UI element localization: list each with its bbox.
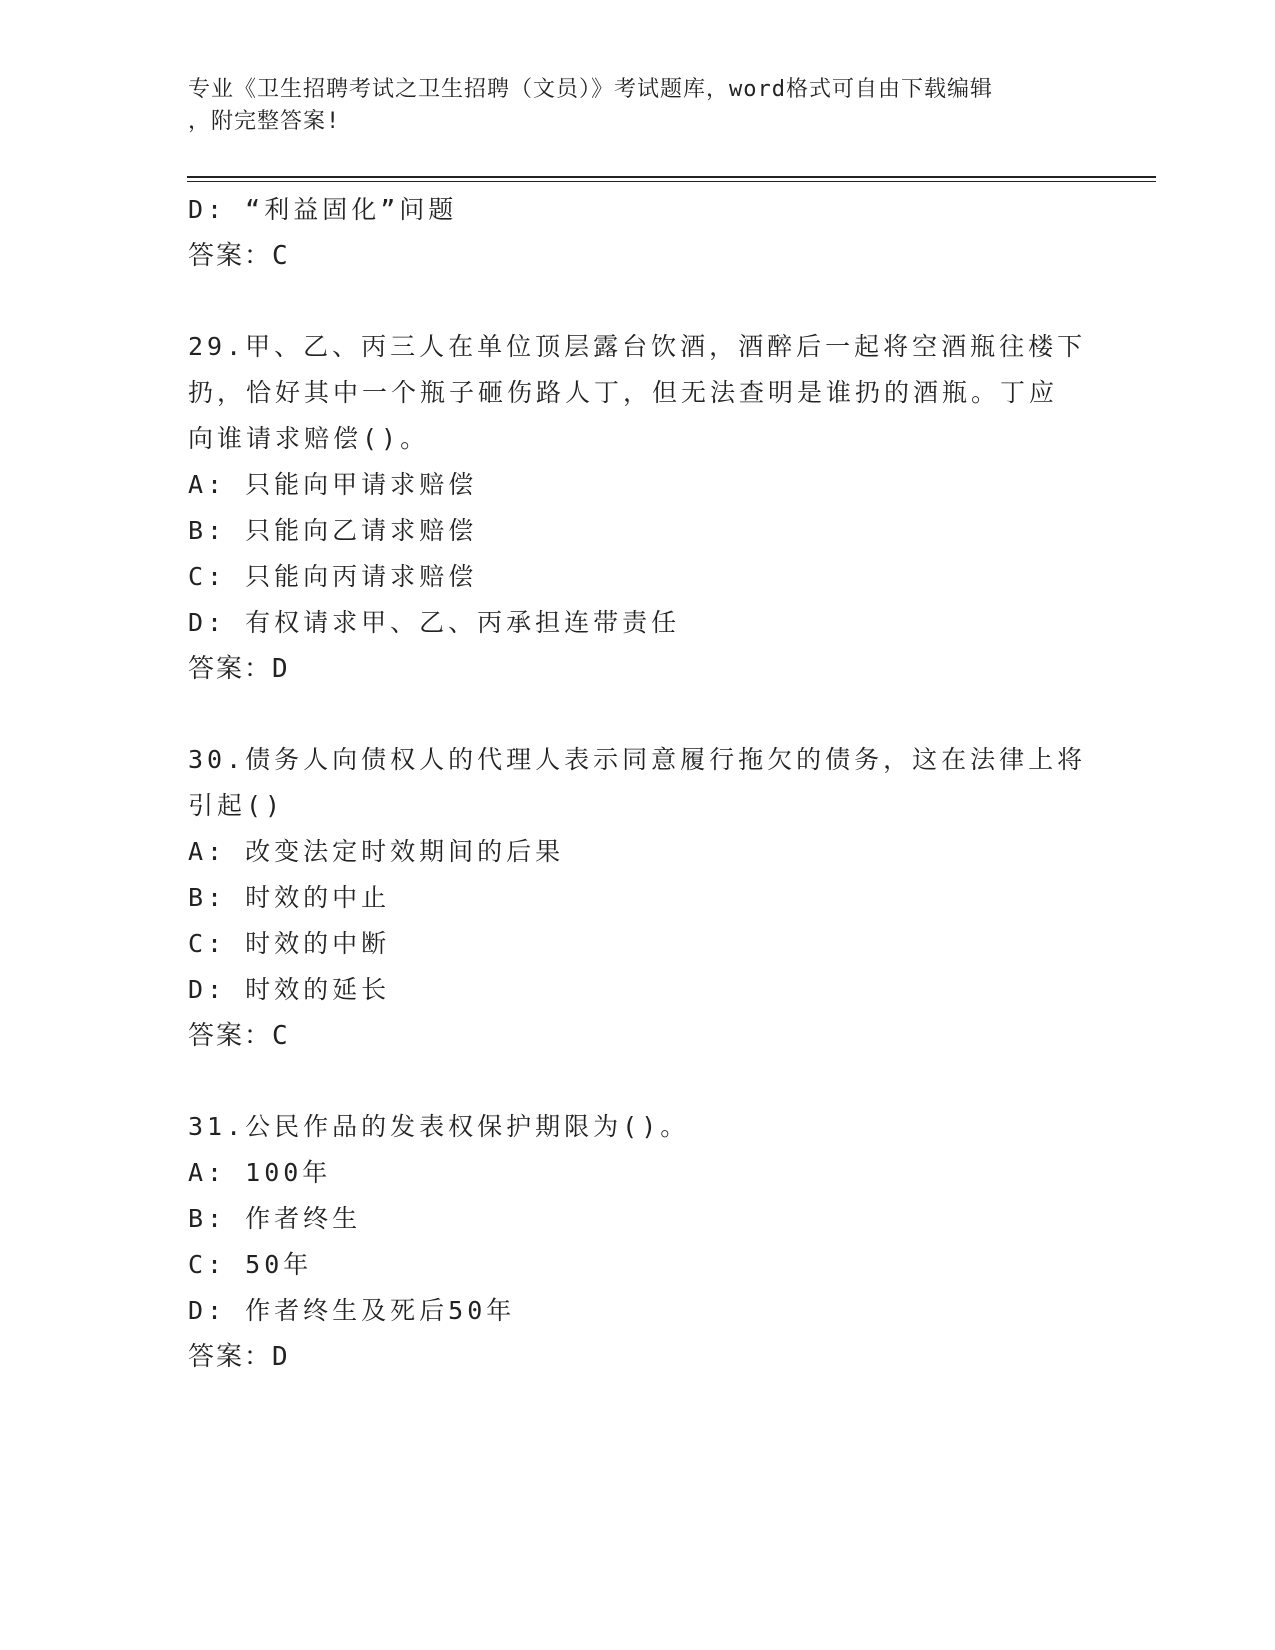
question-31	[188, 1104, 1088, 1380]
option-d: D: 有权请求甲、乙、丙承担连带责任	[188, 608, 681, 637]
header-divider-thick	[187, 176, 1156, 178]
option-d: D: 作者终生及死后50年	[188, 1296, 516, 1325]
answer	[188, 1334, 1088, 1380]
answer-label: 答案：	[188, 1342, 273, 1372]
option-a: A: 改变法定时效期间的后果	[188, 837, 565, 866]
header-divider-thin	[187, 181, 1156, 182]
page-header	[188, 74, 1088, 138]
answer	[188, 1013, 1088, 1059]
answer-value: D	[272, 654, 290, 684]
option-b: B: 作者终生	[188, 1204, 362, 1233]
option-a: A: 只能向甲请求赔偿	[188, 470, 478, 499]
spacer	[188, 279, 1088, 324]
question-stem-line: 30.债务人向债权人的代理人表示同意履行拖欠的债务，这在法律上将	[188, 745, 1087, 774]
option-b: B: 时效的中止	[188, 883, 391, 912]
spacer	[188, 692, 1088, 737]
carryover-answer	[188, 233, 1088, 279]
answer	[188, 646, 1088, 692]
question-stem-line: 引起()	[188, 791, 285, 820]
answer-value: C	[272, 1021, 290, 1051]
option-b: B: 只能向乙请求赔偿	[188, 516, 478, 545]
answer-label: 答案：	[188, 241, 273, 271]
option-c: C: 50年	[188, 1250, 313, 1279]
option-d: D: 时效的延长	[188, 975, 391, 1004]
answer-label: 答案：	[188, 1021, 273, 1051]
question-30	[188, 737, 1088, 1059]
spacer	[188, 1059, 1088, 1104]
question-stem-line: 扔，恰好其中一个瓶子砸伤路人丁，但无法查明是谁扔的酒瓶。丁应	[188, 378, 1059, 407]
header-line-1: 专业《卫生招聘考试之卫生招聘（文员）》考试题库，word格式可自由下载编辑	[188, 77, 993, 102]
question-29	[188, 324, 1088, 692]
answer-value: D	[272, 1342, 290, 1372]
question-content	[188, 187, 1088, 1380]
answer-label: 答案：	[188, 654, 273, 684]
option-c: C: 时效的中断	[188, 929, 391, 958]
carryover-option-d: D: “利益固化”问题	[188, 195, 458, 224]
header-line-2: ，附完整答案!	[188, 109, 341, 134]
question-stem-line: 29.甲、乙、丙三人在单位顶层露台饮酒，酒醉后一起将空酒瓶往楼下	[188, 332, 1087, 361]
option-c: C: 只能向丙请求赔偿	[188, 562, 478, 591]
question-stem-line: 向谁请求赔偿()。	[188, 424, 430, 453]
question-stem-line: 31.公民作品的发表权保护期限为()。	[188, 1112, 690, 1141]
answer-value: C	[272, 241, 290, 271]
option-a: A: 100年	[188, 1158, 332, 1187]
